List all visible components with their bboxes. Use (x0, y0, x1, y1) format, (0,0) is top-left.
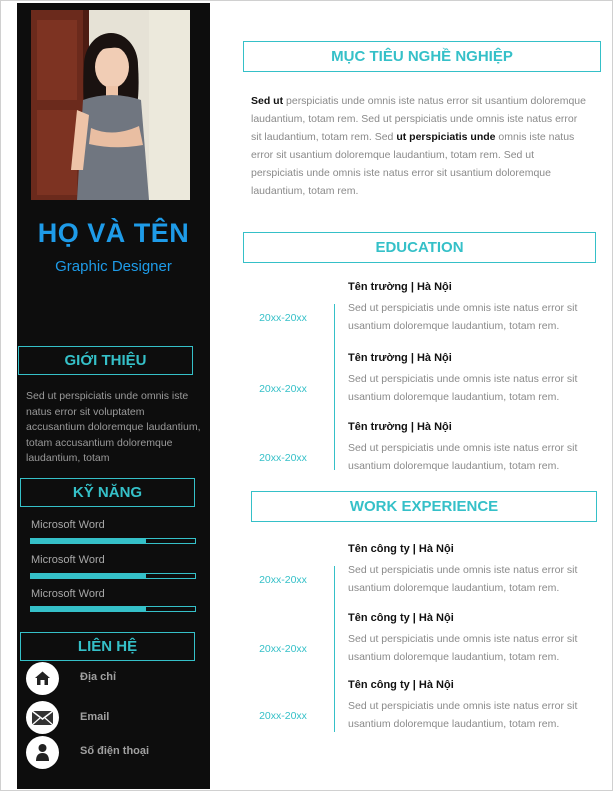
job-title: Graphic Designer (55, 258, 172, 275)
work-entry-date: 20xx-20xx (259, 574, 307, 586)
skill-label: Microsoft Word (31, 519, 105, 531)
education-entry-desc: Sed ut perspiciatis unde omnis iste natus error sit usantium doloremque laudantium, totam rem. (348, 302, 578, 332)
full-name: HỌ VÀ TÊN (37, 218, 190, 248)
skill-label: Microsoft Word (31, 588, 105, 600)
work-entry-desc: Sed ut perspiciatis unde omnis iste natus error sit usantium doloremque laudantium, totam rem. (348, 564, 578, 594)
envelope-icon (26, 701, 59, 734)
skill-bar (30, 573, 196, 579)
objective-text (251, 92, 586, 200)
profile-photo (31, 10, 190, 200)
skill-bar-fill (31, 574, 146, 578)
objective-bold-mid: ut perspiciatis unde (396, 131, 496, 143)
skill-bar (30, 538, 196, 544)
work-entry-desc: Sed ut perspiciatis unde omnis iste natus error sit usantium doloremque laudantium, totam rem. (348, 700, 578, 730)
education-entry-title: Tên trường | Hà Nội (348, 281, 452, 293)
work-entry-title: Tên công ty | Hà Nội (348, 679, 454, 691)
home-icon (26, 662, 59, 695)
work-entry-desc: Sed ut perspiciatis unde omnis iste natus error sit usantium doloremque laudantium, totam rem. (348, 633, 578, 663)
education-entry-date: 20xx-20xx (259, 452, 307, 464)
skill-label: Microsoft Word (31, 554, 105, 566)
contact-heading: LIÊN HỆ (20, 632, 195, 661)
skill-bar (30, 606, 196, 612)
contact-email: Email (80, 711, 110, 723)
work-entry-title: Tên công ty | Hà Nội (348, 612, 454, 624)
education-entry-title: Tên trường | Hà Nội (348, 421, 452, 433)
intro-heading: GIỚI THIỆU (18, 346, 193, 375)
work-entry-date: 20xx-20xx (259, 643, 307, 655)
work-heading: WORK EXPERIENCE (251, 491, 597, 522)
intro-text: Sed ut perspiciatis unde omnis iste natus error sit voluptatem accusantium doloremque laudantium, totam accusantium doloremque laudantium, totam (26, 390, 201, 464)
objective-bold-start: Sed ut (251, 95, 284, 107)
education-entry-desc: Sed ut perspiciatis unde omnis iste natus error sit usantium doloremque laudantium, totam rem. (348, 373, 578, 403)
work-entry-date: 20xx-20xx (259, 710, 307, 722)
skill-bar-fill (31, 607, 146, 611)
objective-text-part: omnis iste natus error sit usantium doloremque laudantium, totam rem. Sed ut perspiciatis unde omnis iste natus error sit usantium doloremque laudantium, totam rem. (251, 131, 575, 197)
objective-heading: MỤC TIÊU NGHỀ NGHIỆP (243, 41, 601, 72)
skills-heading: KỸ NĂNG (20, 478, 195, 507)
education-heading: EDUCATION (243, 232, 596, 263)
skill-bar-fill (31, 539, 146, 543)
contact-address: Địa chỉ (80, 671, 117, 683)
person-icon (26, 736, 59, 769)
work-entry-title: Tên công ty | Hà Nội (348, 543, 454, 555)
contact-phone: Số điện thoại (80, 745, 150, 757)
education-entry-title: Tên trường | Hà Nội (348, 352, 452, 364)
education-timeline (334, 304, 335, 470)
objective-text-part: perspiciatis unde omnis iste natus error sit usantium doloremque laudantium, totam rem. Sed ut perspiciatis unde omnis iste natus error sit laudantium, totam rem. Sed (251, 95, 586, 143)
work-timeline (334, 566, 335, 732)
education-entry-desc: Sed ut perspiciatis unde omnis iste natus error sit usantium doloremque laudantium, totam rem. (348, 442, 578, 472)
education-entry-date: 20xx-20xx (259, 383, 307, 395)
education-entry-date: 20xx-20xx (259, 312, 307, 324)
